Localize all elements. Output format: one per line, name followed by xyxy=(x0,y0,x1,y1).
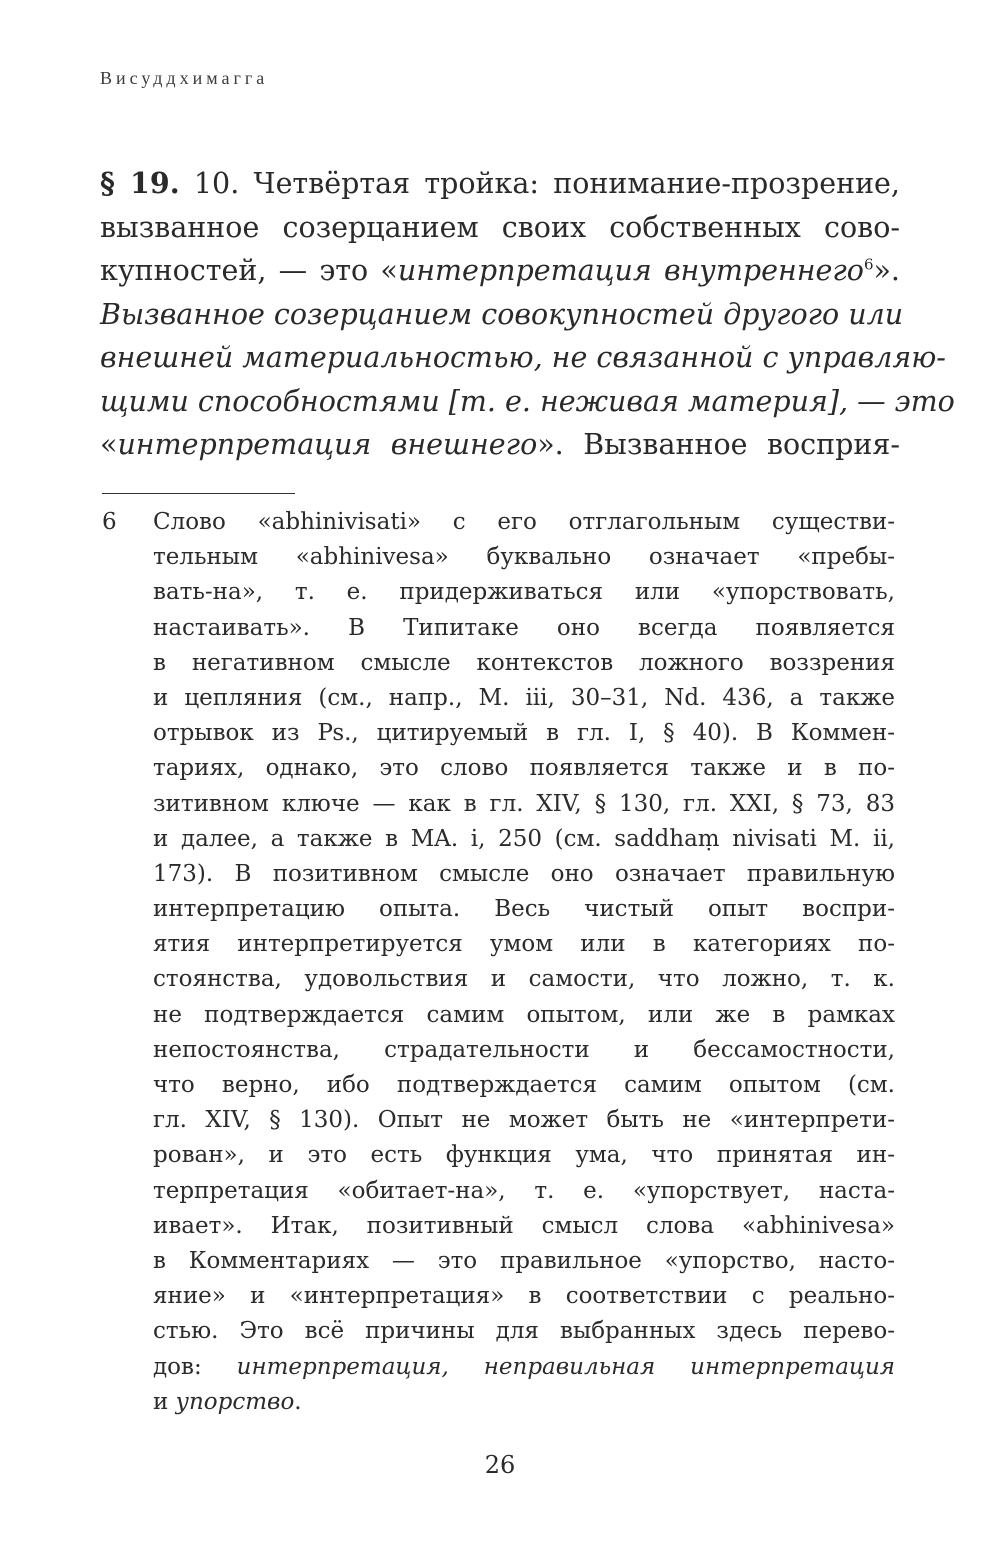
footnote-line: ивает». Итак, позитивный смысл слова «abhinivesa» xyxy=(153,1212,895,1239)
main-line: вызванное созерцанием своих собственных сово- xyxy=(100,210,900,244)
footnote-reference[interactable]: 6 xyxy=(863,255,874,274)
footnote-line: 173). В позитивном смысле оно означает правильную xyxy=(153,860,895,887)
footnote-line: в негативном смысле контекстов ложного воззрения xyxy=(153,649,895,676)
footnote-line: стью. Это всё причины для выбранных здесь перево- xyxy=(153,1318,895,1345)
footnote-line: в Комментариях — это правильное «упорство, насто- xyxy=(153,1247,895,1274)
footnote-divider xyxy=(102,493,295,494)
main-line: § 19. 10. Четвёртая тройка: понимание-прозрение, xyxy=(100,166,900,200)
footnote-line: не подтверждается самим опытом, или же в рамках xyxy=(153,1001,895,1028)
main-line: купностей, — это «интерпретация внутреннего$^6$». xyxy=(100,254,900,287)
footnote-line: дов: интерпретация, неправильная интерпретация xyxy=(153,1353,895,1380)
footnote-line: непостоянства, страдательности и бессамостности, xyxy=(153,1036,895,1063)
main-line: Вызванное созерцанием совокупностей другого или xyxy=(100,297,904,331)
section-mark: § 19. xyxy=(100,166,180,200)
main-line: щими способностями [т. е. неживая материя], — это xyxy=(100,384,955,418)
footnote-line: ятия интерпретируется умом или в категориях по- xyxy=(153,931,895,958)
footnote-line: отрывок из Ps., цитируемый в гл. I, § 40). В Коммен- xyxy=(153,720,895,747)
footnote-line: что верно, ибо подтверждается самим опытом (см. xyxy=(153,1072,895,1098)
footnote-line: вать-на», т. е. придерживаться или «упорствовать, xyxy=(153,579,895,606)
footnote-text xyxy=(153,505,895,1420)
footnote-line: и далее, а также в MA. i, 250 (см. saddhaṃ nivisati M. ii, xyxy=(153,825,895,852)
footnote-line: терпретация «обитает-на», т. е. «упорствует, наста- xyxy=(153,1177,895,1204)
footnote-line: рован», и это есть функция ума, что принятая ин- xyxy=(153,1142,895,1169)
footnote-line: яние» и «интерпретация» в соответствии с реально- xyxy=(153,1283,895,1310)
main-paragraph xyxy=(100,162,955,467)
footnote-line: зитивном ключе — как в гл. XIV, § 130, гл. XXI, § 73, 83 xyxy=(153,790,895,817)
footnote-line: гл. XIV, § 130). Опыт не может быть не «интерпрети- xyxy=(153,1107,895,1134)
main-line: внешней материальностью, не связанной с управляю- xyxy=(100,341,946,374)
footnote-line: настаивать». В Типитаке оно всегда появляется xyxy=(153,614,895,641)
page-number: 26 xyxy=(484,1451,516,1479)
footnote-line: Слово «abhinivisati» с его отглагольным существи- xyxy=(153,509,895,535)
footnote-line: и цепляния (см., напр., M. iii, 30–31, Nd. 436, а также xyxy=(153,684,895,711)
footnote-line: тельным «abhinivesa» буквально означает «пребы- xyxy=(153,544,895,571)
main-line: «интерпретация внешнего». Вызванное восприя- xyxy=(100,428,900,461)
running-head: Висуддхимагга xyxy=(100,68,269,88)
footnote-line: тариях, однако, это слово появляется также и в по- xyxy=(153,755,895,782)
footnote-line: и упорство. xyxy=(153,1388,302,1415)
footnote-line: стоянства, удовольствия и самости, что ложно, т. к. xyxy=(153,966,895,993)
footnote-number: 6 xyxy=(102,509,117,535)
footnote-line: интерпретацию опыта. Весь чистый опыт воспри- xyxy=(153,896,895,923)
